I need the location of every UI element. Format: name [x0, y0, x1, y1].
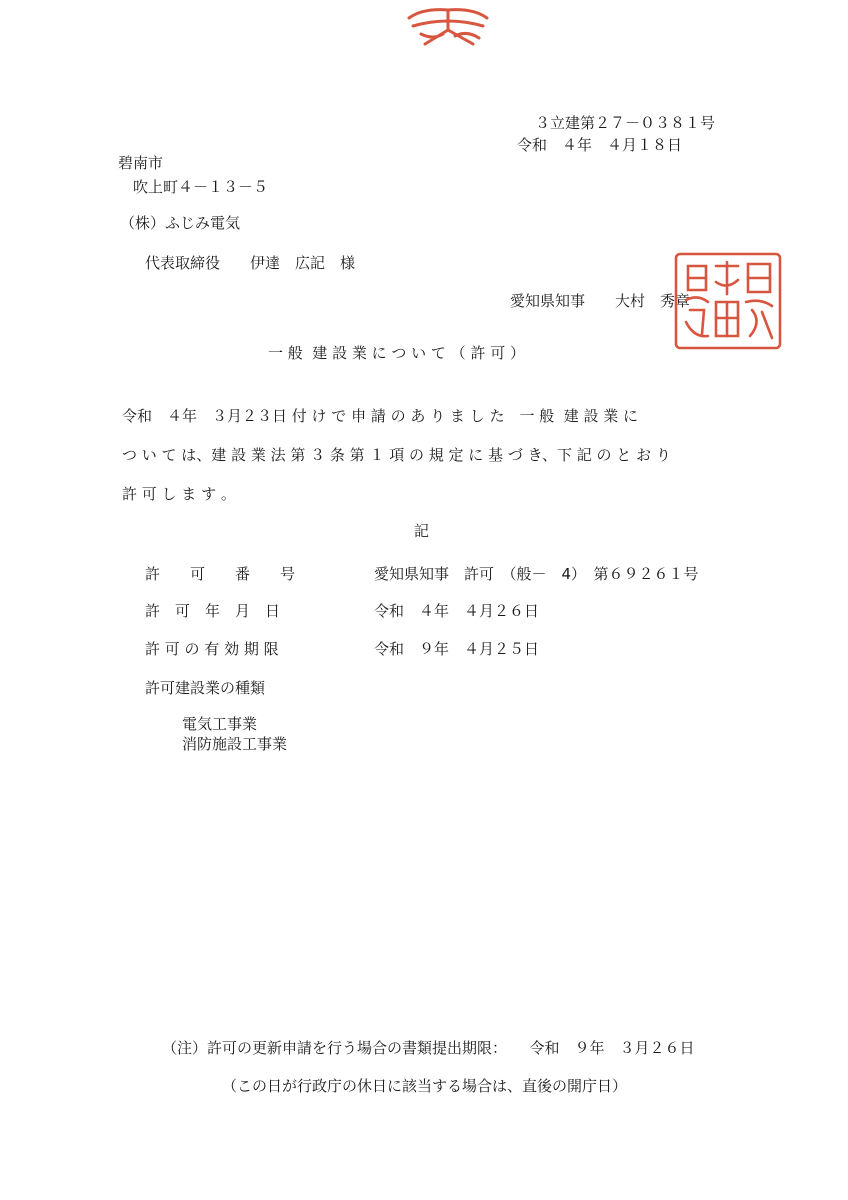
- category-item: 電気工事業: [182, 715, 258, 733]
- issuer-name: 愛知県知事 大村 秀章: [510, 292, 691, 310]
- field-label-valid-until: 許 可 の 有 効 期 限: [145, 640, 279, 658]
- document-number: ３立建第２７－０３８１号: [535, 114, 716, 132]
- document-date: 令和 ４年 ４月１８日: [517, 136, 683, 154]
- field-value-valid-until: 令和 ９年 ４月２５日: [374, 640, 540, 658]
- body-line-1: 令和 ４年 ３月２３日 付 け で 申 請 の あ り ま し た 一 般 建 設 業 に: [122, 407, 639, 425]
- top-seal-mark: [403, 4, 493, 46]
- body-line-2: つ い て は、建 設 業 法 第 ３ 条 第 １ 項 の 規 定 に 基 づ き、下 記 の と お り: [122, 446, 671, 464]
- body-line-3: 許 可 し ま す 。: [122, 485, 236, 503]
- field-value-permit-date: 令和 ４年 ４月２６日: [374, 602, 540, 620]
- subject-title: 一 般 建 設 業 に つ い て （ 許 可 ）: [268, 344, 525, 362]
- renewal-note-sub: （この日が行政庁の休日に該当する場合は、直後の開庁日）: [222, 1077, 628, 1095]
- recipient-company: （株）ふじみ電気: [120, 214, 241, 232]
- field-label-categories: 許可建設業の種類: [145, 679, 266, 697]
- recipient-person: 代表取締役 伊達 広記 様: [145, 254, 356, 272]
- renewal-note: （注）許可の更新申請を行う場合の書類提出期限： 令和 ９年 ３月２６日: [162, 1039, 695, 1057]
- field-label-permit-number: 許 可 番 号: [145, 565, 296, 583]
- category-item: 消防施設工事業: [182, 735, 288, 753]
- recipient-address: 吹上町４－１３－５: [133, 178, 269, 196]
- field-value-permit-number: 愛知県知事 許可 （般－ 4） 第６９２６１号: [374, 565, 699, 583]
- governor-seal: [672, 250, 784, 352]
- recipient-city: 碧南市: [118, 154, 164, 172]
- ki-heading: 記: [414, 522, 430, 540]
- field-label-permit-date: 許 可 年 月 日: [145, 602, 281, 620]
